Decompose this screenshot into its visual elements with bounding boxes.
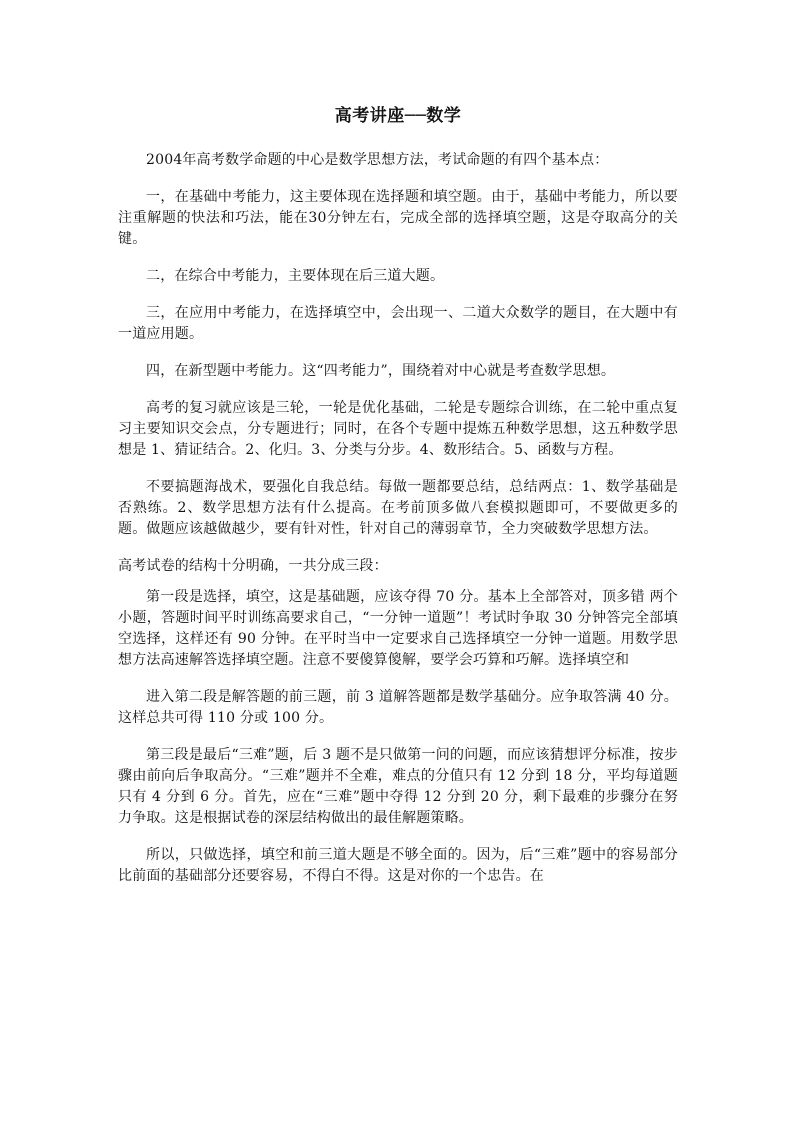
paragraph-review-rounds: 高考的复习就应该是三轮，一轮是优化基础，二轮是专题综合训练，在二轮中重点复习主要知识交会点，分专题进行；同时，在各个专题中提炼五种数学思想，这五种数学思想是 1、猜证结合。2、化归。3、分类与分步。4、数形结合。5、函数与方程。 xyxy=(118,400,678,458)
paragraph-conclusion: 所以，只做选择，填空和前三道大题是不够全面的。因为，后“三难”题中的容易部分比前面的基础部分还要容易，不得白不得。这是对你的一个忠告。在 xyxy=(118,847,678,884)
paragraph-point-two: 二，在综合中考能力，主要体现在后三道大题。 xyxy=(146,268,445,284)
paragraph-self-summary: 不要搞题海战术，要强化自我总结。每做一题都要总结，总结两点：1、数学基础是否熟练。2、数学思想方法有什么提高。在考前顶多做八套模拟题即可，不要做更多的题。做题应该越做越少，要有针对性，针对自己的薄弱章节，全力突破数学思想方法。 xyxy=(118,479,678,537)
paragraph-section-two: 进入第二段是解答题的前三题，前 3 道解答题都是数学基础分。应争取答满 40 分。这样总共可得 110 分或 100 分。 xyxy=(118,689,678,726)
paragraph-point-one: 一，在基础中考能力，这主要体现在选择题和填空题。由于，基础中考能力，所以要注重解题的快法和巧法，能在30分钟左右，完成全部的选择填空题，这是夺取高分的关键。 xyxy=(118,189,678,247)
paragraph-exam-structure: 高考试卷的结构十分明确，一共分成三段： xyxy=(118,558,388,574)
document-page xyxy=(118,104,678,903)
document-title: 高考讲座──数学 xyxy=(334,106,462,126)
paragraph-intro: 2004年高考数学命题的中心是数学思想方法，考试命题的有四个基本点： xyxy=(146,152,609,168)
paragraph-point-four: 四，在新型题中考能力。这“四考能力”，围绕着对中心就是考查数学思想。 xyxy=(146,363,616,379)
paragraph-point-three: 三，在应用中考能力，在选择填空中，会出现一、二道大众数学的题目，在大题中有一道应用题。 xyxy=(118,305,678,342)
paragraph-section-three: 第三段是最后“三难”题，后 3 题不是只做第一问的问题，而应该猜想评分标准，按步骤由前向后争取高分。“三难”题并不全难，难点的分值只有 12 分到 18 分，平均每道题只有 4 分到 6 分。首先，应在“三难”题中夺得 12 分到 20 分，剩下最难的步骤分在努力争取。这是根据试卷的深层结构做出的最佳解题策略。 xyxy=(118,747,678,826)
paragraph-section-one: 第一段是选择，填空，这是基础题，应该夺得 70 分。基本上全部答对，顶多错 两个小题，答题时间平时训练高要求自己，“一分钟一道题”！考试时争取 30 分钟答完全部填空选择，这样还有 90 分钟。在平时当中一定要求自己选择填空一分钟一道题。用数学思想方法高速解答选择填空题。注意不要傻算傻解，要学会巧算和巧解。选择填空和 xyxy=(118,589,678,668)
